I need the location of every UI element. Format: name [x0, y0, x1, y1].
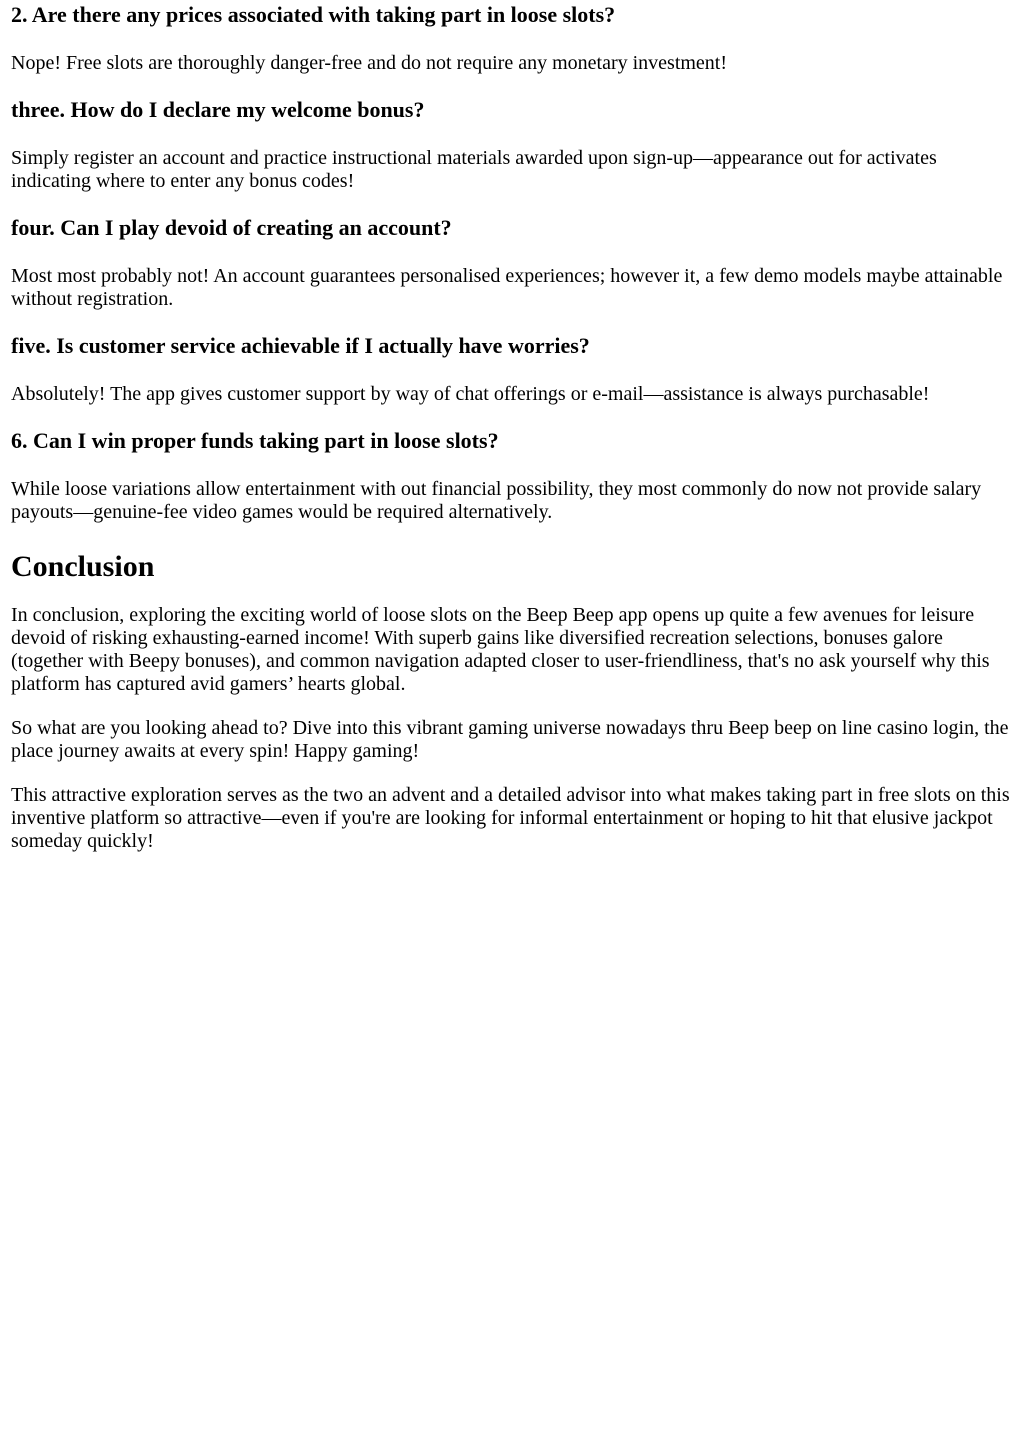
- faq-question-3: three. How do I declare my welcome bonus?: [11, 97, 425, 122]
- faq-answer-3: Simply register an account and practice instructional materials awarded upon sign-up—appearance out for activates indicating where to enter any bonus codes!: [11, 147, 937, 192]
- faq-question-2: 2. Are there any prices associated with taking part in loose slots?: [11, 2, 616, 27]
- faq-question-6: 6. Can I win proper funds taking part in loose slots?: [11, 428, 499, 453]
- conclusion-paragraph-1: In conclusion, exploring the exciting world of loose slots on the Beep Beep app opens up quite a few avenues for leisure devoid of risking exhausting-earned income! With superb gains like diversified recreation selections, bonuses galore (together with Beepy bonuses), and common navigation adapted closer to user-friendliness, that's no ask yourself why this platform has captured avid gamers’ hearts global.: [11, 604, 990, 695]
- conclusion-heading: Conclusion: [11, 550, 155, 583]
- faq-answer-2: Nope! Free slots are thoroughly danger-free and do not require any monetary investment!: [11, 52, 728, 74]
- faq-question-5: five. Is customer service achievable if I actually have worries?: [11, 333, 590, 358]
- faq-answer-4: Most most probably not! An account guarantees personalised experiences; however it, a few demo models maybe attainable without registration.: [11, 265, 1003, 310]
- faq-answer-6: While loose variations allow entertainment with out financial possibility, they most commonly do now not provide salary payouts—genuine-fee video games would be required alternatively.: [11, 478, 982, 523]
- conclusion-paragraph-3: This attractive exploration serves as the two an advent and a detailed advisor into what makes taking part in free slots on this inventive platform so attractive—even if you're are looking for informal entertainment or hoping to hit that elusive jackpot someday quickly!: [11, 784, 1010, 852]
- faq-answer-5: Absolutely! The app gives customer support by way of chat offerings or e-mail—assistance is always purchasable!: [11, 383, 930, 405]
- conclusion-paragraph-2: So what are you looking ahead to? Dive into this vibrant gaming universe nowadays thru Beep beep on line casino login, the place journey awaits at every spin! Happy gaming!: [11, 717, 1009, 762]
- article-body: [0, 2, 1024, 853]
- faq-question-4: four. Can I play devoid of creating an account?: [11, 215, 452, 240]
